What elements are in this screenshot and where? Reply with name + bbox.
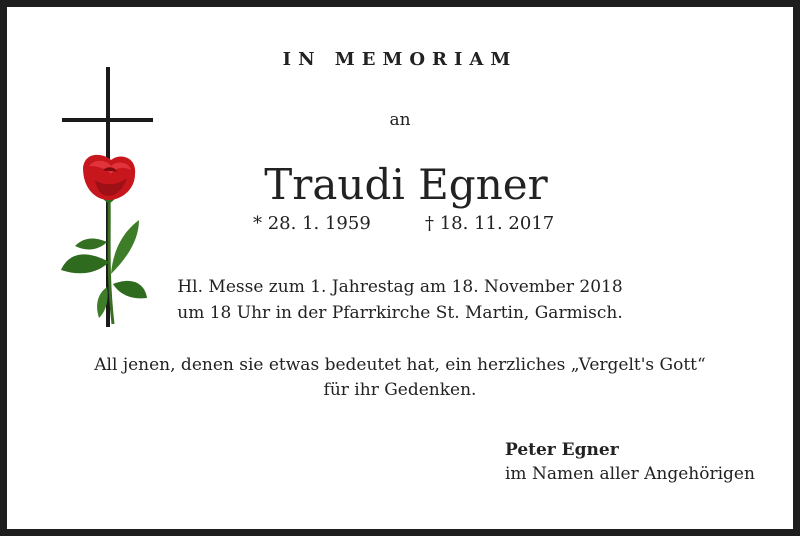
death-date: † 18. 11. 2017 (425, 213, 555, 234)
mass-line-1: Hl. Messe zum 1. Jahrestag am 18. November 2018 (177, 277, 623, 297)
signature-name: Peter Egner (505, 440, 619, 460)
signature-subtitle: im Namen aller Angehörigen (505, 464, 755, 484)
preposition-text: an (389, 110, 411, 130)
birth-date: * 28. 1. 1959 (253, 213, 371, 234)
mass-announcement (7, 274, 793, 326)
memoriam-heading: IN MEMORIAM (282, 49, 518, 70)
thanks-message (7, 353, 793, 403)
mass-line-2: um 18 Uhr in der Pfarrkirche St. Martin, Garmisch. (177, 303, 623, 323)
thanks-line-2: für ihr Gedenken. (323, 380, 477, 400)
thanks-line-1: All jenen, denen sie etwas bedeutet hat, ein herzliches „Vergelt's Gott“ (94, 355, 706, 375)
deceased-name: Traudi Egner (264, 160, 548, 209)
